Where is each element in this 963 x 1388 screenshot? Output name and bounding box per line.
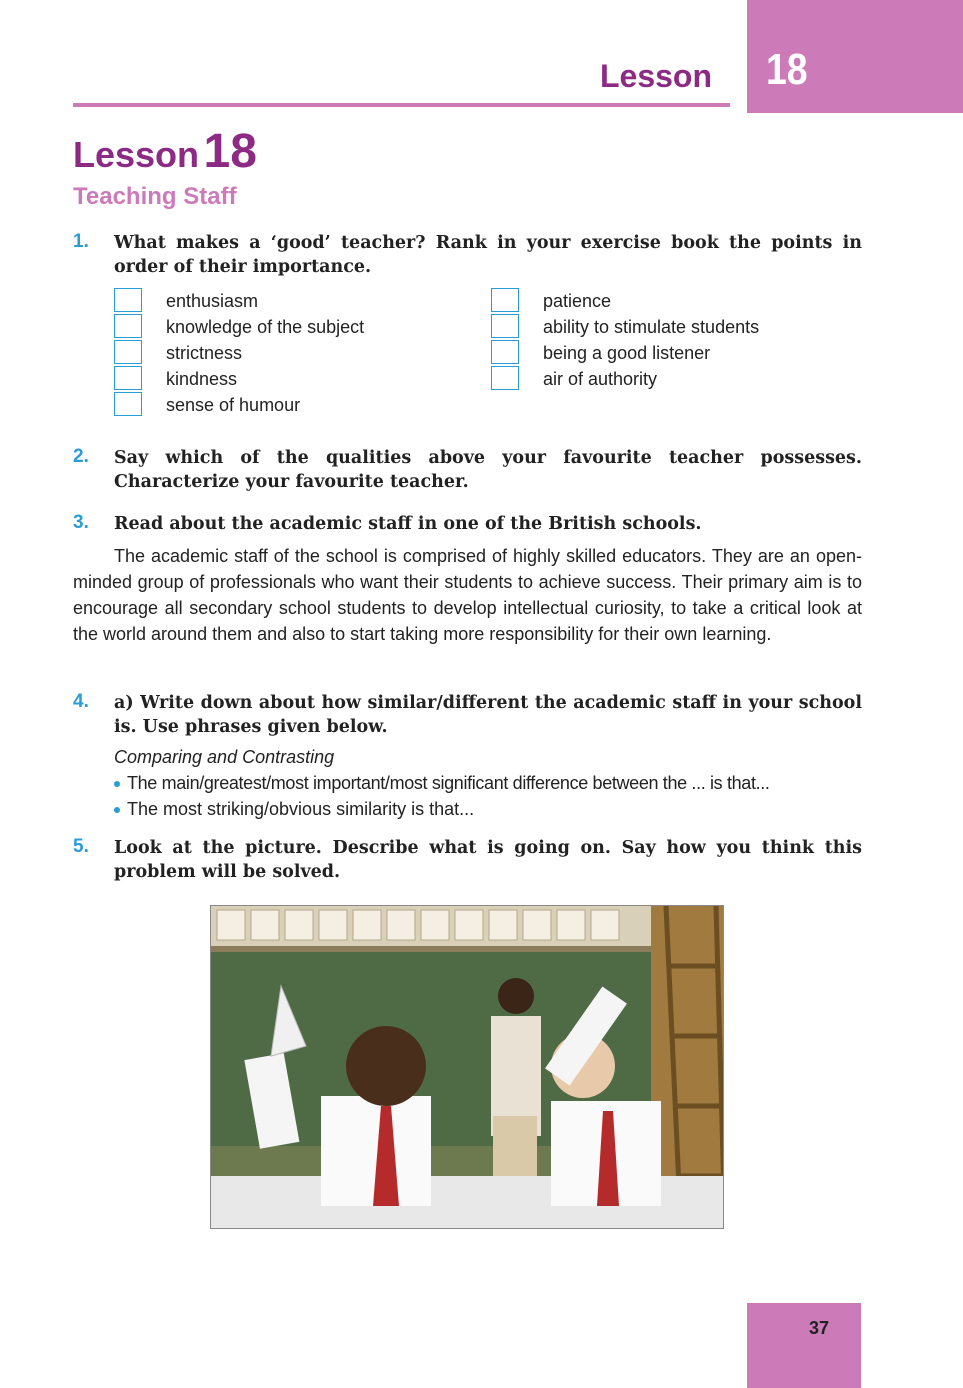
title-word: Lesson — [73, 134, 200, 175]
page-title — [73, 125, 257, 178]
reading-text: The academic staff of the school is comprised of highly skilled educators. They are an open-minded group of professionals who want their students to achieve success. Their primary aim is to encourage all secondary school students to develop intellectual curiosity, to take a critical look at the world around them and also to start taking more responsibility for their own learning. — [73, 546, 862, 644]
reading-paragraph — [73, 543, 862, 647]
task-text: Read about the academic staff in one of the British schools. — [114, 514, 702, 534]
quality-item: enthusiasm — [166, 291, 259, 311]
rank-checkbox[interactable] — [491, 314, 519, 338]
rank-checkbox[interactable] — [491, 366, 519, 390]
task-number: 3. — [73, 512, 89, 533]
quality-item: kindness — [166, 369, 238, 389]
page-number: 37 — [808, 1318, 830, 1338]
bullet-dot — [114, 807, 120, 813]
task-text: Say which of the qualities above your favourite teacher possesses. Characterize your favourite teacher. — [114, 448, 862, 492]
quality-item: sense of humour — [166, 395, 301, 415]
rank-checkbox[interactable] — [114, 392, 142, 416]
task-number: 1. — [73, 231, 89, 252]
bullet-dot — [114, 781, 120, 787]
quality-item: air of authority — [543, 369, 658, 389]
task-text: Look at the picture. Describe what is going on. Say how you think this problem will be solved. — [114, 838, 862, 882]
quality-item: knowledge of the subject — [166, 317, 365, 337]
task-number: 4. — [73, 691, 89, 712]
rank-checkbox[interactable] — [114, 340, 142, 364]
phrases-heading: Comparing and Contrasting — [114, 747, 335, 767]
quality-item: being a good listener — [543, 343, 711, 363]
phrase-item: The main/greatest/most important/most significant difference between the ... is that... — [127, 773, 770, 793]
header-rule — [73, 103, 730, 107]
task-number: 2. — [73, 446, 89, 467]
rank-checkbox[interactable] — [114, 366, 142, 390]
task-text: a) Write down about how similar/different the academic staff in your school is. Use phrases given below. — [114, 693, 862, 737]
header-lesson-label: Lesson — [599, 58, 712, 94]
quality-item: ability to stimulate students — [543, 317, 760, 337]
rank-checkbox[interactable] — [491, 288, 519, 312]
phrase-item: The most striking/obvious similarity is that... — [127, 799, 475, 819]
rank-checkbox[interactable] — [114, 288, 142, 312]
title-number: 18 — [203, 125, 257, 178]
quality-item: patience — [543, 291, 612, 311]
header-lesson-number: 18 — [766, 45, 808, 94]
rank-checkbox[interactable] — [491, 340, 519, 364]
task-number: 5. — [73, 836, 89, 857]
rank-checkbox[interactable] — [114, 314, 142, 338]
footer-tab — [747, 1303, 861, 1388]
task-text: What makes a ‘good’ teacher? Rank in your exercise book the points in order of their importance. — [114, 233, 862, 277]
quality-item: strictness — [166, 343, 243, 363]
classroom-photo — [210, 905, 724, 1229]
page-subtitle: Teaching Staff — [73, 183, 237, 210]
